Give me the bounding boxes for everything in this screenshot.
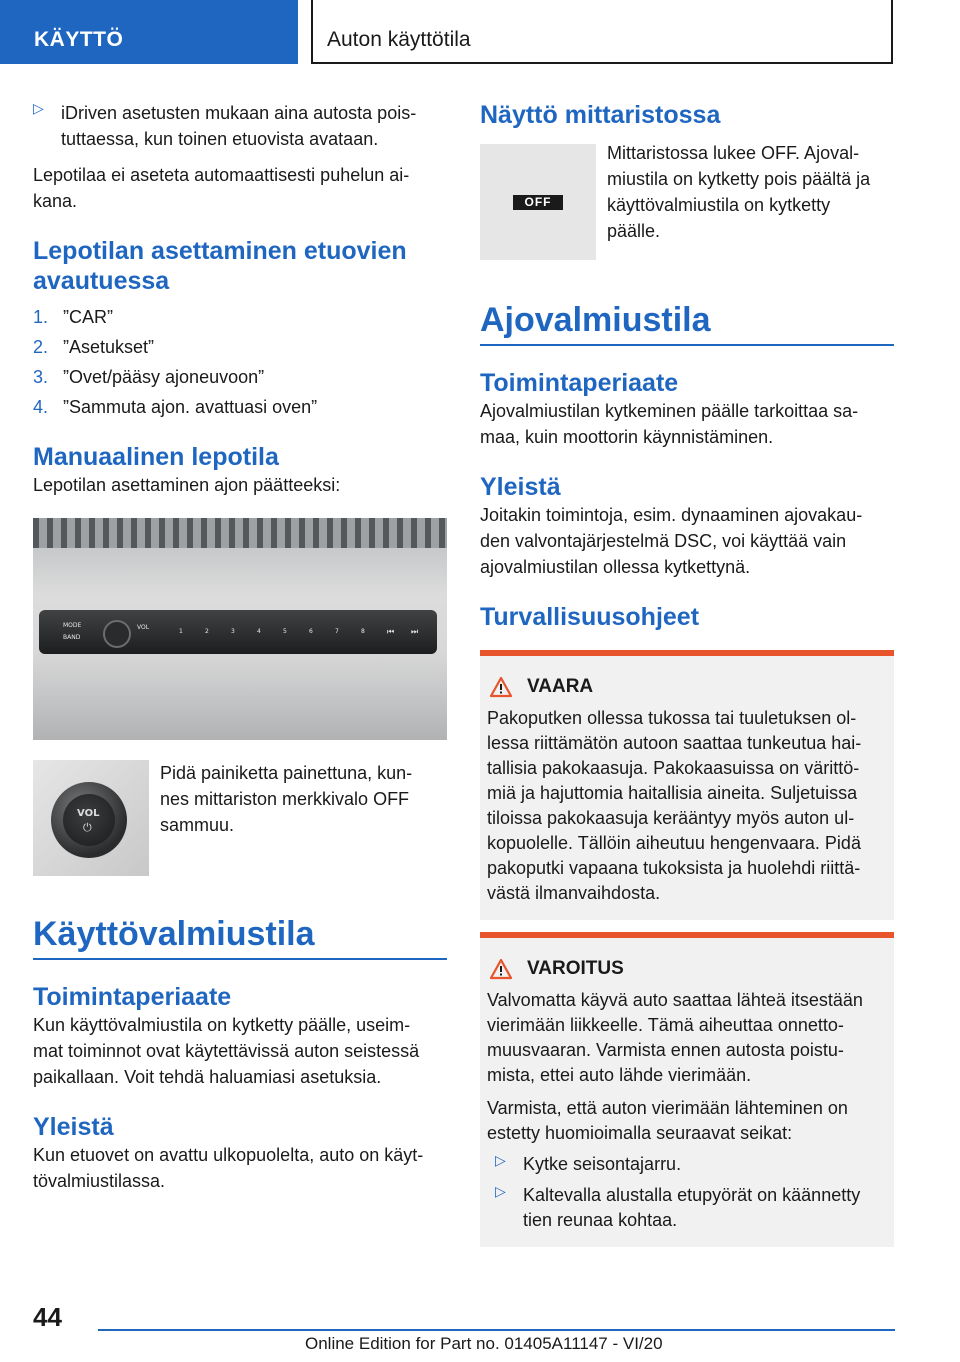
volume-knob-photo [33, 760, 149, 876]
paragraph-line: ajovalmiustilan ollessa kytkettynä. [480, 557, 751, 577]
chapter-title: Käyttövalmiustila [33, 915, 315, 953]
page-number: 44 [33, 1302, 62, 1332]
paragraph-line: Pidä painiketta painettuna, kun- [160, 763, 413, 783]
chapter-header [311, 0, 893, 64]
bullet-line: tien reunaa kohtaa. [523, 1210, 678, 1230]
preset-key-label: 7 [335, 628, 339, 635]
list-item [33, 362, 447, 392]
preset-key-label: 4 [257, 628, 261, 635]
bullet-line: iDriven asetusten mukaan aina autosta pois- [61, 103, 417, 123]
list-item [33, 302, 447, 332]
triangle-bullet-icon: ▷ [33, 100, 44, 116]
off-display-block [480, 144, 894, 260]
triangle-bullet-icon: ▷ [495, 1152, 506, 1168]
warning-line: västä ilmanvaihdosta. [487, 883, 661, 903]
preset-key-label: 6 [309, 628, 313, 635]
power-icon: ⏻ [83, 822, 92, 834]
list-item [33, 332, 447, 362]
knob-vol-label: VOL [77, 808, 100, 819]
mode-label: MODE [63, 622, 82, 629]
footer-rule [98, 1329, 895, 1331]
instrument-display-image [480, 144, 596, 260]
paragraph-line: tövalmiustilassa. [33, 1171, 166, 1191]
warning-line: Varmista, että auton vierimään lähteminen on [487, 1098, 848, 1118]
bullet-line: tuttaessa, kun toinen etuovista avataan. [61, 129, 379, 149]
warning-line: Pakoputken ollessa tukossa tai tuuletuksen ol- [487, 708, 857, 728]
heading-line: avautuessa [33, 267, 170, 295]
warning-line: kopuolelle. Tällöin aiheutuu hengenvaara. Pidä [487, 833, 861, 853]
warning-line: tallisia pakokaasuja. Pakokaasuissa on värittö- [487, 758, 860, 778]
warning-line: pakoputki vapaana tukoksista ja huolehdi riittä- [487, 858, 861, 878]
section-heading-yleista: Yleistä [33, 1113, 114, 1141]
band-label: BAND [63, 634, 81, 641]
steps-list [33, 302, 447, 422]
paragraph-line: Lepotilaa ei aseteta automaattisesti puhelun ai- [33, 165, 410, 185]
paragraph-line: Kun etuovet on avattu ulkopuolelta, auto on käyt- [33, 1145, 424, 1165]
paragraph-line: päälle. [607, 221, 661, 241]
warning-line: miä ja hajuttomia haitallisia aineita. Suljetuissa [487, 783, 858, 803]
paragraph-line: Kun käyttövalmiustila on kytketty päälle, useim- [33, 1015, 411, 1035]
paragraph-line: sammuu. [160, 815, 235, 835]
bullet-item [495, 1152, 887, 1177]
danger-label: VAARA [527, 676, 594, 697]
bullet-line: Kytke seisontajarru. [523, 1154, 682, 1174]
danger-title [487, 674, 887, 700]
paragraph-line: Ajovalmiustilan kytkeminen päälle tarkoittaa sa- [480, 401, 859, 421]
warning-line: muusvaaran. Varmista ennen autosta poistu- [487, 1040, 844, 1060]
off-indicator: OFF [513, 195, 563, 210]
section-heading-lepotila [33, 236, 447, 296]
edition-text: Online Edition for Part no. 01405A11147 - VI/20 [305, 1334, 663, 1353]
list-item [33, 392, 447, 422]
warning-line: Valvomatta käyvä auto saattaa lähteä itsestään [487, 990, 863, 1010]
paragraph-line: käyttövalmiustila on kytketty [607, 195, 831, 215]
paragraph-line: paikallaan. Voit tehdä haluamiasi asetuksia. [33, 1067, 382, 1087]
left-column [33, 100, 447, 1194]
step-text: ”CAR” [63, 307, 113, 327]
warning-line: tiloissa pakokaasuja kerääntyy myös auton ul- [487, 808, 855, 828]
paragraph: Lepotilan asettaminen ajon päätteeksi: [33, 475, 341, 495]
paragraph-line: mat toiminnot ovat käytettävissä auton seistessä [33, 1041, 420, 1061]
section-heading-toiminta: Toimintaperiaate [33, 983, 232, 1011]
paragraph-line: nes mittariston merkkivalo OFF [160, 789, 410, 809]
step-number: 2. [33, 337, 49, 357]
step-number: 4. [33, 397, 49, 417]
section-heading-toiminta: Toimintaperiaate [480, 369, 679, 397]
skip-forward-icon: ⏭ [411, 627, 419, 636]
warning-line: mista, ettei auto lähde vierimään. [487, 1065, 752, 1085]
section-heading-turva: Turvallisuusohjeet [480, 603, 700, 631]
preset-key-label: 2 [205, 628, 209, 635]
warning-triangle-icon [489, 958, 513, 980]
step-number: 1. [33, 307, 49, 327]
bullet-line: Kaltevalla alustalla etupyörät on käännetty [523, 1185, 861, 1205]
danger-box [480, 650, 894, 920]
console-photo [33, 518, 447, 740]
radio-control-panel [39, 610, 437, 654]
chapter-label: Auton käyttötila [327, 28, 471, 51]
volume-knob-icon [103, 620, 131, 648]
vol-label: VOL [137, 624, 150, 631]
warning-line: vierimään liikkeelle. Tämä aiheuttaa onnetto- [487, 1015, 844, 1035]
paragraph-line: Joitakin toimintoja, esim. dynaaminen ajovakau- [480, 505, 863, 525]
preset-key-label: 5 [283, 628, 287, 635]
warning-label: VAROITUS [527, 958, 624, 979]
knob-instruction [33, 760, 447, 876]
right-column [480, 100, 894, 1247]
skip-back-icon: ⏮ [387, 627, 395, 636]
step-number: 3. [33, 367, 49, 387]
warning-line: estetty huomioimalla seuraavat seikat: [487, 1123, 793, 1143]
section-heading-manual: Manuaalinen lepotila [33, 443, 279, 471]
paragraph-line: den valvontajärjestelmä DSC, voi käyttää vain [480, 531, 847, 551]
warning-line: lessa riittämätön autoon saattaa tunkeutua hai- [487, 733, 862, 753]
section-heading-yleista: Yleistä [480, 473, 561, 501]
step-text: ”Asetukset” [63, 337, 155, 357]
paragraph-line: maa, kuin moottorin käynnistäminen. [480, 427, 774, 447]
section-label: KÄYTTÖ [34, 28, 124, 51]
chapter-heading-ajo [480, 300, 894, 346]
triangle-bullet-icon: ▷ [495, 1183, 506, 1199]
paragraph-line: kana. [33, 191, 78, 211]
bullet-item [33, 100, 447, 152]
chapter-title: Ajovalmiustila [480, 301, 711, 339]
air-vent [33, 518, 447, 548]
bullet-item [495, 1183, 887, 1233]
section-tab [0, 0, 298, 64]
paragraph-line: miustila on kytketty pois päältä ja [607, 169, 871, 189]
step-text: ”Ovet/pääsy ajoneuvoon” [63, 367, 265, 387]
knob-center [63, 794, 115, 846]
paragraph-line: Mittaristossa lukee OFF. Ajoval- [607, 143, 860, 163]
heading-line: Lepotilan asettaminen etuovien [33, 237, 407, 265]
preset-key-label: 1 [179, 628, 183, 635]
warning-box [480, 932, 894, 1247]
preset-key-label: 8 [361, 628, 365, 635]
section-heading-naytto: Näyttö mittaristossa [480, 101, 721, 129]
warning-title [487, 956, 887, 982]
warning-triangle-icon [489, 676, 513, 698]
preset-key-label: 3 [231, 628, 235, 635]
step-text: ”Sammuta ajon. avattuasi oven” [63, 397, 318, 417]
chapter-heading-kaytto [33, 914, 447, 960]
